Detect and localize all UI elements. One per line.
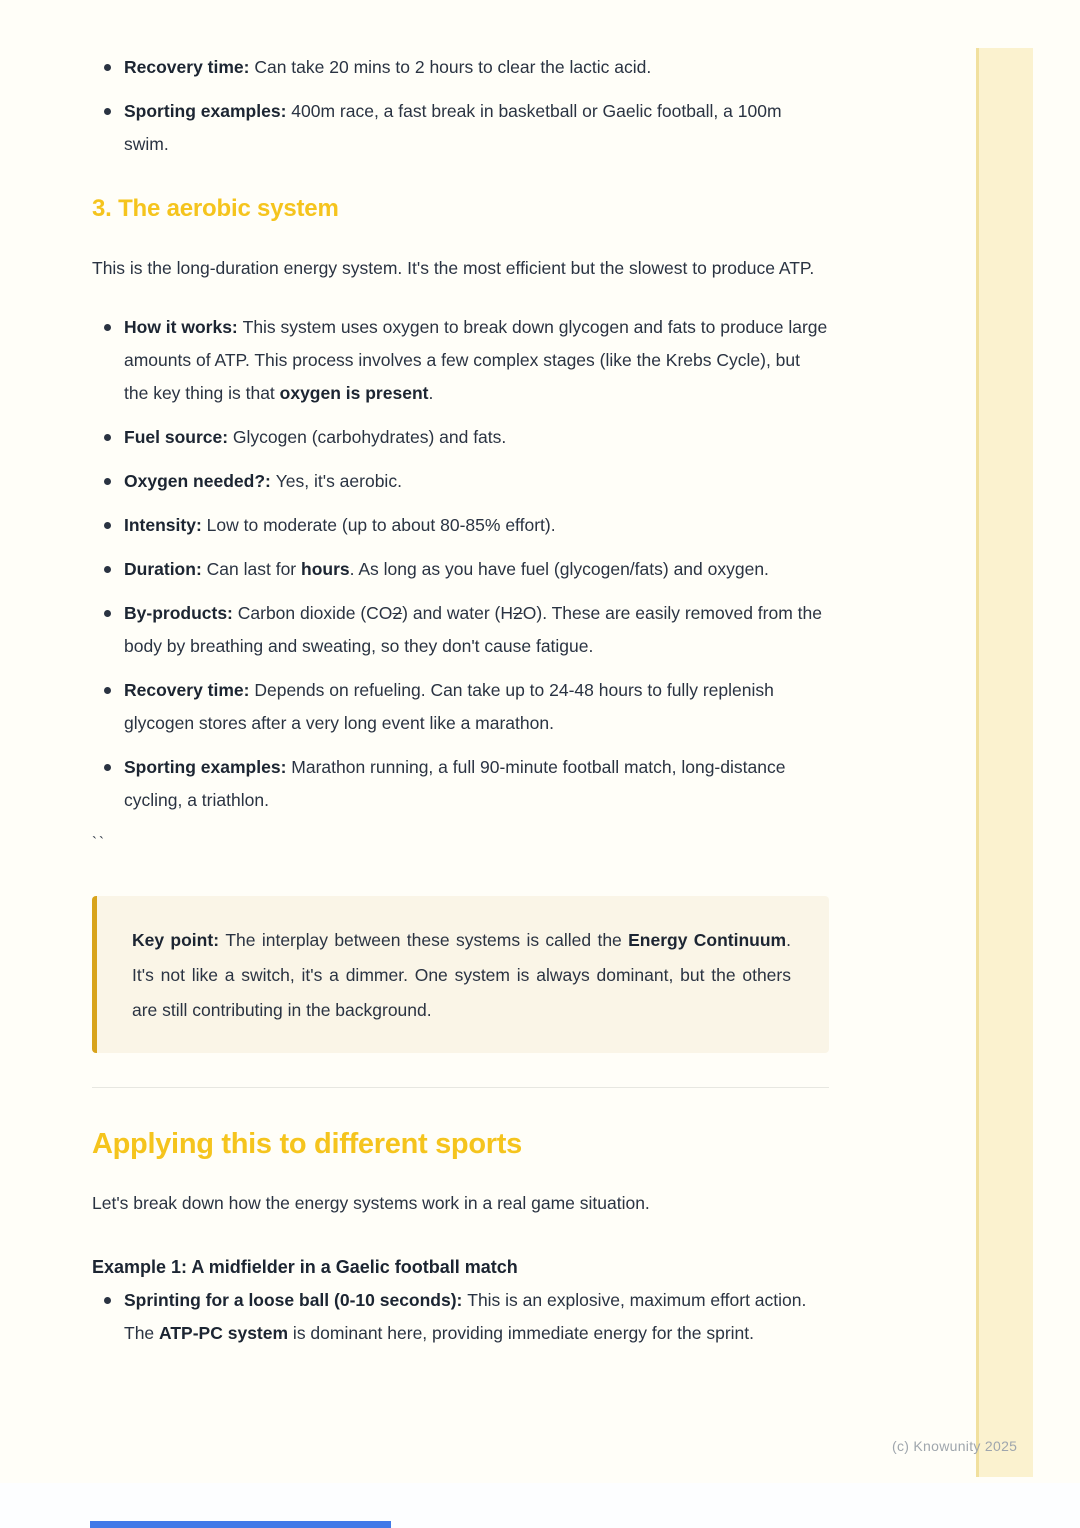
applying-bullet-list bbox=[92, 1284, 829, 1350]
section-divider bbox=[92, 1087, 829, 1088]
list-item-text: How it works: This system uses oxygen to break down glycogen and fats to produce large amounts of ATP. This process involves a few complex stages (like the Krebs Cycle), but the key thing is that oxygen is present. bbox=[124, 317, 828, 403]
list-item-text: Oxygen needed?: Yes, it's aerobic. bbox=[124, 471, 402, 491]
list-item bbox=[92, 1284, 829, 1350]
backtick-artifact: `` bbox=[92, 834, 106, 851]
page-heading-applying: Applying this to different sports bbox=[92, 1128, 522, 1160]
key-point-text: Key point: The interplay between these systems is called the Energy Continuum. It's not like a switch, it's a dimmer. One system is always dominant, but the others are still contributing in the background. bbox=[132, 930, 791, 1020]
list-item-text: Sporting examples: 400m race, a fast break in basketball or Gaelic football, a 100m swim. bbox=[124, 101, 782, 154]
leading-bullet-list bbox=[92, 51, 829, 161]
list-item bbox=[92, 465, 829, 498]
list-item bbox=[92, 751, 829, 817]
list-item bbox=[92, 51, 829, 84]
aerobic-intro-paragraph: This is the long-duration energy system. It's the most efficient but the slowest to produce ATP. bbox=[92, 258, 815, 278]
section-heading-aerobic: 3. The aerobic system bbox=[92, 195, 339, 222]
list-item-text: Duration: Can last for hours. As long as you have fuel (glycogen/fats) and oxygen. bbox=[124, 559, 769, 579]
list-item-text: Sporting examples: Marathon running, a full 90-minute football match, long-distance cycling, a triathlon. bbox=[124, 757, 786, 810]
list-item bbox=[92, 421, 829, 454]
list-item-text: By-products: Carbon dioxide (CO2) and water (H2O). These are easily removed from the body by breathing and sweating, so they don't cause fatigue. bbox=[124, 603, 822, 656]
list-item bbox=[92, 509, 829, 542]
list-item bbox=[92, 311, 829, 410]
list-item bbox=[92, 674, 829, 740]
applying-intro-paragraph: Let's break down how the energy systems work in a real game situation. bbox=[92, 1193, 650, 1213]
aerobic-bullet-list bbox=[92, 311, 829, 817]
list-item-text: Sprinting for a loose ball (0-10 seconds): This is an explosive, maximum effort action. The ATP-PC system is dominant here, providing immediate energy for the sprint. bbox=[124, 1290, 807, 1343]
list-item bbox=[92, 553, 829, 586]
side-highlight-band bbox=[976, 48, 1033, 1477]
key-point-callout bbox=[92, 896, 829, 1053]
example-heading: Example 1: A midfielder in a Gaelic football match bbox=[92, 1257, 518, 1277]
list-item bbox=[92, 95, 829, 161]
list-item-text: Intensity: Low to moderate (up to about 80-85% effort). bbox=[124, 515, 556, 535]
list-item-text: Recovery time: Can take 20 mins to 2 hours to clear the lactic acid. bbox=[124, 57, 652, 77]
bottom-blue-bar bbox=[90, 1521, 391, 1528]
list-item-text: Fuel source: Glycogen (carbohydrates) and fats. bbox=[124, 427, 507, 447]
document-content bbox=[92, 0, 829, 1350]
list-item-text: Recovery time: Depends on refueling. Can take up to 24-48 hours to fully replenish glycogen stores after a very long event like a marathon. bbox=[124, 680, 774, 733]
watermark: (c) Knowunity 2025 bbox=[892, 1438, 1018, 1454]
list-item bbox=[92, 597, 829, 663]
